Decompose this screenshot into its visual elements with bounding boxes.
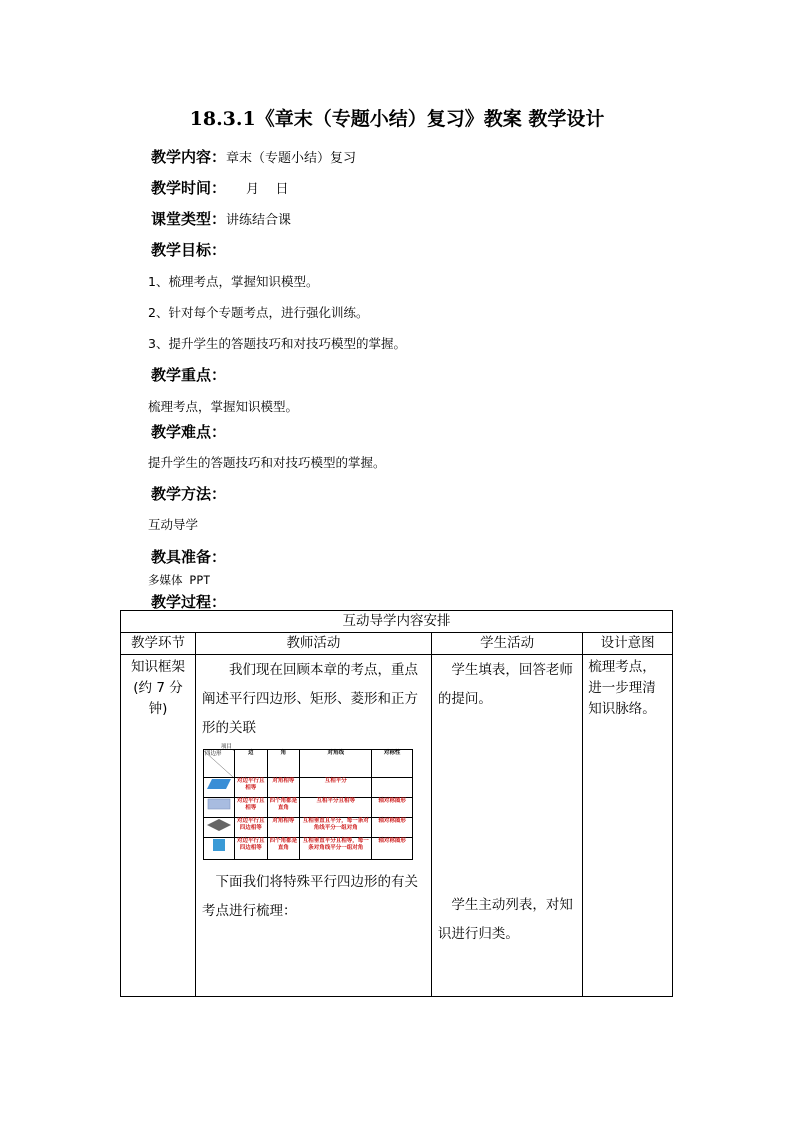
teacher-cell [195,655,431,997]
method-label: 教学方法： [151,485,227,503]
prop-angle: 对角相等 [267,778,300,798]
header-stage: 教学环节 [121,633,196,655]
intent-cell [583,655,673,997]
stage-cell [121,655,196,997]
rectangle-icon [203,798,234,818]
prop-header: 对角线 [300,750,372,778]
prop-diagonal: 互相平分 [300,778,372,798]
header-student: 学生活动 [431,633,582,655]
prop-diagonal: 互相垂直且平分，每一条对角线平分一组对角 [300,818,372,838]
rhombus-icon [203,818,234,838]
teacher-text-2: 下面我们将特殊平行四边形的有关考点进行梳理： [201,874,418,919]
goal-item: 1、梳理考点，掌握知识模型。 [148,274,319,289]
square-icon [203,838,234,860]
stage-text: 知识框架(约 7 分钟) [131,659,185,717]
process-label: 教学过程： [151,593,227,611]
table-caption-row [121,611,673,633]
process-table [120,610,673,997]
teacher-text-1: 我们现在回顾本章的考点，重点阐述平行四边形、矩形、菱形和正方形的关联 [201,662,418,736]
intent-text: 梳理考点，进一步理清知识脉络。 [588,659,656,717]
student-text-2: 学生主动列表，对知识进行归类。 [437,897,573,942]
prop-side: 对边平行且相等 [234,798,267,818]
content-label: 教学内容： [151,148,227,166]
difficulty-value: 提升学生的答题技巧和对技巧模型的掌握。 [148,455,386,470]
prop-symmetry: 轴对称图形 [372,798,413,818]
prop-side: 对边平行且相等 [234,778,267,798]
student-text-1: 学生填表，回答老师的提问。 [437,662,573,707]
student-cell [431,655,582,997]
prop-side: 对边平行且四边相等 [234,818,267,838]
prop-diagonal: 互相平分且相等 [300,798,372,818]
content-row [151,146,356,167]
corner-top: 项目 [220,744,232,750]
page-title: 18.3.1《章末（专题小结）复习》教案 教学设计 [189,108,605,130]
type-value: 讲练结合课 [226,213,292,228]
prop-angle: 四个角都是直角 [267,838,300,860]
goal-item: 2、针对每个专题考点，进行强化训练。 [148,305,369,320]
prop-header: 角 [267,750,300,778]
time-value: 月 日 [246,182,289,197]
prop-row [203,818,412,838]
type-row [151,208,291,229]
table-row [121,655,673,997]
goal-item: 3、提升学生的答题技巧和对技巧模型的掌握。 [148,336,406,351]
prop-symmetry [372,778,413,798]
tools-label: 教具准备： [151,548,227,566]
corner-bottom: 四边形 [204,751,222,757]
header-teacher: 教师活动 [195,633,431,655]
prop-row [203,778,412,798]
corner-cell [203,744,234,778]
prop-angle: 四个角都是直角 [267,798,300,818]
time-label: 教学时间： [151,179,227,197]
content-value: 章末（专题小结）复习 [226,151,357,166]
prop-header: 对称性 [372,750,413,778]
prop-header: 边 [234,750,267,778]
time-row [151,177,289,198]
goals-label: 教学目标： [151,241,227,259]
property-table [203,744,413,860]
prop-angle: 对角相等 [267,818,300,838]
prop-symmetry: 轴对称图形 [372,838,413,860]
property-table-image [203,744,425,860]
prop-side: 对边平行且四边相等 [234,838,267,860]
prop-row [203,838,412,860]
header-intent: 设计意图 [583,633,673,655]
method-value: 互动导学 [148,517,199,532]
key-label: 教学重点： [151,366,227,384]
difficulty-label: 教学难点： [151,423,227,441]
prop-row [203,798,412,818]
tools-value: 多媒体 PPT [148,573,211,587]
table-caption: 互动导学内容安排 [121,611,673,633]
key-value: 梳理考点，掌握知识模型。 [148,399,299,414]
table-header-row [121,633,673,655]
parallelogram-icon [203,778,234,798]
prop-diagonal: 互相垂直平分且相等，每一条对角线平分一组对角 [300,838,372,860]
prop-symmetry: 轴对称图形 [372,818,413,838]
type-label: 课堂类型： [151,210,227,228]
